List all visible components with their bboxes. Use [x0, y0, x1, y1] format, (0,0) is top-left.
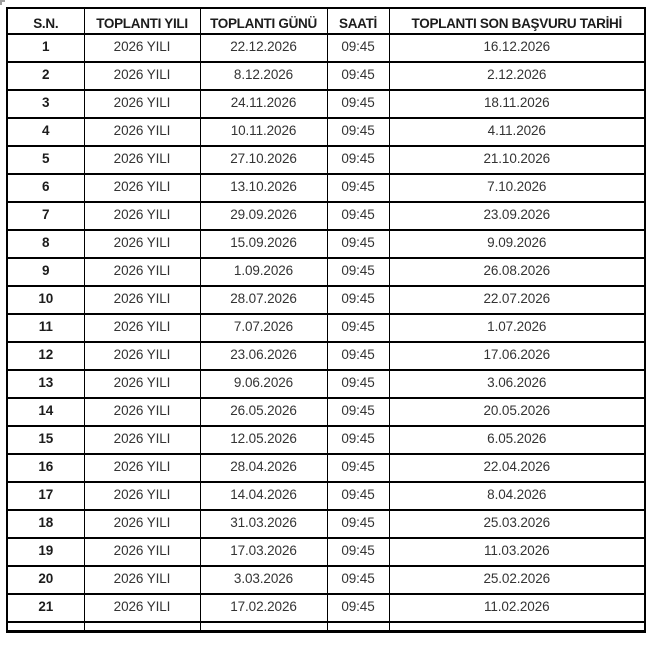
cell-sn: 10 — [7, 286, 84, 314]
cell-basvuru: 18.11.2026 — [389, 90, 645, 118]
column-header-gun: TOPLANTI GÜNÜ — [200, 8, 327, 34]
table-row — [7, 594, 645, 622]
empty-cell-yil — [84, 622, 200, 632]
cell-gun: 8.12.2026 — [200, 62, 327, 90]
cell-saat: 09:45 — [327, 230, 389, 258]
cell-basvuru: 20.05.2026 — [389, 398, 645, 426]
table-row — [7, 202, 645, 230]
cell-yil: 2026 YILI — [84, 454, 200, 482]
cell-sn: 12 — [7, 342, 84, 370]
cell-saat: 09:45 — [327, 342, 389, 370]
cell-basvuru: 16.12.2026 — [389, 34, 645, 62]
table-row — [7, 426, 645, 454]
cell-basvuru: 11.02.2026 — [389, 594, 645, 622]
cell-yil: 2026 YILI — [84, 146, 200, 174]
cell-sn: 6 — [7, 174, 84, 202]
cell-saat: 09:45 — [327, 146, 389, 174]
empty-cell-saat — [327, 622, 389, 632]
cell-gun: 9.06.2026 — [200, 370, 327, 398]
empty-cell-gun — [200, 622, 327, 632]
cell-yil: 2026 YILI — [84, 594, 200, 622]
cell-saat: 09:45 — [327, 454, 389, 482]
cell-yil: 2026 YILI — [84, 314, 200, 342]
cell-gun: 14.04.2026 — [200, 482, 327, 510]
cell-gun: 3.03.2026 — [200, 566, 327, 594]
meeting-schedule-table — [6, 7, 646, 633]
cell-yil: 2026 YILI — [84, 398, 200, 426]
cell-saat: 09:45 — [327, 482, 389, 510]
cell-basvuru: 7.10.2026 — [389, 174, 645, 202]
cell-basvuru: 6.05.2026 — [389, 426, 645, 454]
cell-basvuru: 8.04.2026 — [389, 482, 645, 510]
cell-gun: 28.04.2026 — [200, 454, 327, 482]
table-row — [7, 118, 645, 146]
cell-basvuru: 3.06.2026 — [389, 370, 645, 398]
cell-basvuru: 4.11.2026 — [389, 118, 645, 146]
cell-yil: 2026 YILI — [84, 510, 200, 538]
table-row — [7, 34, 645, 62]
table-row — [7, 90, 645, 118]
cell-gun: 12.05.2026 — [200, 426, 327, 454]
table-row — [7, 454, 645, 482]
column-header-saat: SAATİ — [327, 8, 389, 34]
table-row — [7, 230, 645, 258]
cell-saat: 09:45 — [327, 118, 389, 146]
table-row — [7, 286, 645, 314]
table-row — [7, 510, 645, 538]
cell-yil: 2026 YILI — [84, 342, 200, 370]
column-header-sn: S.N. — [7, 8, 84, 34]
column-header-basvuru: TOPLANTI SON BAŞVURU TARİHİ — [389, 8, 645, 34]
cell-sn: 14 — [7, 398, 84, 426]
cell-saat: 09:45 — [327, 594, 389, 622]
cell-basvuru: 11.03.2026 — [389, 538, 645, 566]
cell-gun: 24.11.2026 — [200, 90, 327, 118]
cell-saat: 09:45 — [327, 258, 389, 286]
cell-basvuru: 25.02.2026 — [389, 566, 645, 594]
cell-yil: 2026 YILI — [84, 230, 200, 258]
cell-sn: 2 — [7, 62, 84, 90]
cell-yil: 2026 YILI — [84, 90, 200, 118]
cell-basvuru: 9.09.2026 — [389, 230, 645, 258]
table-row — [7, 538, 645, 566]
cell-gun: 7.07.2026 — [200, 314, 327, 342]
cell-sn: 5 — [7, 146, 84, 174]
cell-yil: 2026 YILI — [84, 118, 200, 146]
table-row — [7, 398, 645, 426]
cell-saat: 09:45 — [327, 90, 389, 118]
cell-gun: 13.10.2026 — [200, 174, 327, 202]
cell-basvuru: 23.09.2026 — [389, 202, 645, 230]
cell-gun: 23.06.2026 — [200, 342, 327, 370]
cell-sn: 9 — [7, 258, 84, 286]
cell-yil: 2026 YILI — [84, 538, 200, 566]
cell-saat: 09:45 — [327, 34, 389, 62]
cell-sn: 1 — [7, 34, 84, 62]
cell-sn: 20 — [7, 566, 84, 594]
cell-yil: 2026 YILI — [84, 426, 200, 454]
table-row — [7, 482, 645, 510]
empty-cell-basvuru — [389, 622, 645, 632]
cell-saat: 09:45 — [327, 174, 389, 202]
cell-basvuru: 1.07.2026 — [389, 314, 645, 342]
cell-basvuru: 17.06.2026 — [389, 342, 645, 370]
cell-sn: 8 — [7, 230, 84, 258]
cell-saat: 09:45 — [327, 538, 389, 566]
cell-yil: 2026 YILI — [84, 34, 200, 62]
table-row — [7, 62, 645, 90]
cell-saat: 09:45 — [327, 314, 389, 342]
cell-saat: 09:45 — [327, 426, 389, 454]
cell-sn: 17 — [7, 482, 84, 510]
cell-sn: 13 — [7, 370, 84, 398]
cell-basvuru: 22.07.2026 — [389, 286, 645, 314]
cell-gun: 22.12.2026 — [200, 34, 327, 62]
table-row — [7, 370, 645, 398]
column-header-yil: TOPLANTI YILI — [84, 8, 200, 34]
cell-basvuru: 22.04.2026 — [389, 454, 645, 482]
cell-gun: 17.03.2026 — [200, 538, 327, 566]
cell-sn: 3 — [7, 90, 84, 118]
corner-artifact — [0, 0, 5, 5]
cell-yil: 2026 YILI — [84, 258, 200, 286]
cell-saat: 09:45 — [327, 370, 389, 398]
cell-gun: 10.11.2026 — [200, 118, 327, 146]
cell-yil: 2026 YILI — [84, 482, 200, 510]
cell-saat: 09:45 — [327, 202, 389, 230]
cell-yil: 2026 YILI — [84, 202, 200, 230]
cell-gun: 26.05.2026 — [200, 398, 327, 426]
cell-saat: 09:45 — [327, 510, 389, 538]
table-row — [7, 174, 645, 202]
cell-gun: 17.02.2026 — [200, 594, 327, 622]
cell-saat: 09:45 — [327, 286, 389, 314]
cell-saat: 09:45 — [327, 398, 389, 426]
cell-sn: 16 — [7, 454, 84, 482]
cell-yil: 2026 YILI — [84, 370, 200, 398]
cell-gun: 28.07.2026 — [200, 286, 327, 314]
cell-basvuru: 25.03.2026 — [389, 510, 645, 538]
empty-row — [7, 622, 645, 632]
empty-cell-sn — [7, 622, 84, 632]
cell-gun: 27.10.2026 — [200, 146, 327, 174]
cell-gun: 15.09.2026 — [200, 230, 327, 258]
cell-basvuru: 2.12.2026 — [389, 62, 645, 90]
table-row — [7, 566, 645, 594]
cell-gun: 29.09.2026 — [200, 202, 327, 230]
table-row — [7, 258, 645, 286]
cell-yil: 2026 YILI — [84, 62, 200, 90]
cell-basvuru: 21.10.2026 — [389, 146, 645, 174]
cell-sn: 15 — [7, 426, 84, 454]
cell-sn: 18 — [7, 510, 84, 538]
cell-yil: 2026 YILI — [84, 174, 200, 202]
table-row — [7, 146, 645, 174]
table-row — [7, 342, 645, 370]
cell-sn: 4 — [7, 118, 84, 146]
cell-saat: 09:45 — [327, 566, 389, 594]
cell-gun: 1.09.2026 — [200, 258, 327, 286]
table-row — [7, 314, 645, 342]
cell-saat: 09:45 — [327, 62, 389, 90]
cell-sn: 19 — [7, 538, 84, 566]
cell-sn: 21 — [7, 594, 84, 622]
cell-yil: 2026 YILI — [84, 286, 200, 314]
cell-yil: 2026 YILI — [84, 566, 200, 594]
cell-basvuru: 26.08.2026 — [389, 258, 645, 286]
cell-sn: 7 — [7, 202, 84, 230]
cell-gun: 31.03.2026 — [200, 510, 327, 538]
header-row — [7, 8, 645, 34]
cell-sn: 11 — [7, 314, 84, 342]
